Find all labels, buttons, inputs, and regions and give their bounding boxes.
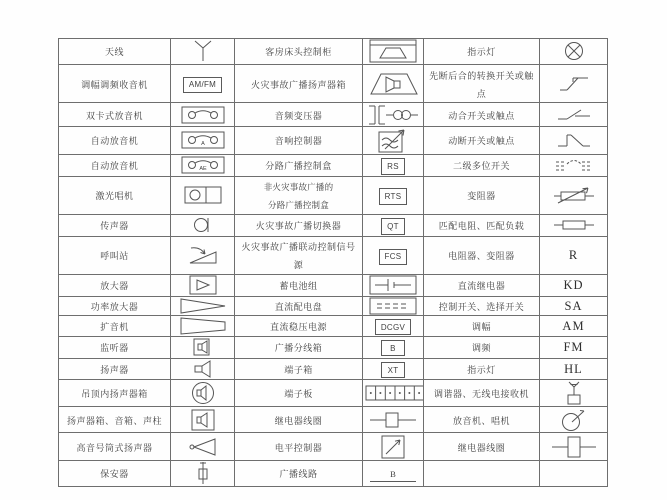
label-sound-controller: 音响控制器 — [274, 136, 323, 147]
dc-panel-icon — [369, 297, 417, 315]
paging-amplifier-icon — [180, 317, 226, 335]
label-auto-player: 自动放音机 — [90, 136, 139, 147]
power-amplifier-icon — [180, 297, 226, 315]
table-row — [59, 103, 608, 127]
label-dc-regulated-supply: 直流稳压电源 — [269, 322, 327, 333]
electrical-symbol-legend-table — [58, 38, 608, 487]
call-station-icon — [188, 245, 218, 265]
label-am: 调幅 — [471, 322, 491, 333]
relay-coil-icon — [369, 410, 417, 430]
label-dc-distribution-panel: 直流配电盘 — [274, 302, 323, 313]
level-controller-icon — [380, 434, 406, 460]
table-row — [59, 64, 608, 102]
label-broadcast-line: 广播线路 — [279, 469, 318, 480]
speaker-cabinet-icon — [369, 39, 417, 63]
label-dual-cassette-player: 双卡式放音机 — [85, 110, 143, 121]
label-fire-broadcast-signal-source: 火灾事故广播联动控制信号源 — [241, 242, 356, 271]
label-break-before-make-switch: 先断后合的转换开关或触点 — [429, 70, 534, 99]
rts-box-icon: RTS — [379, 188, 408, 204]
label-tuner-receiver: 调谐器、无线电接收机 — [433, 389, 529, 400]
rs-box-icon: RS — [381, 158, 405, 174]
rheostat-icon — [553, 185, 595, 205]
fire-speaker-box-icon — [365, 72, 423, 96]
table-row — [59, 380, 608, 407]
indicator-lamp-icon — [563, 40, 585, 62]
protector-fuse-icon — [195, 461, 211, 485]
label-relay-coil: 继电器线圈 — [274, 415, 323, 426]
label-bedside-control: 客房床头控制柜 — [265, 47, 332, 58]
label-auto-player-2: 自动放音机 — [90, 161, 139, 172]
table-row — [59, 154, 608, 176]
speaker-box-icon — [191, 409, 215, 431]
terminal-strip-icon — [365, 385, 424, 401]
table-row — [59, 275, 608, 297]
record-player-icon — [561, 408, 587, 432]
label-cd-player: 激光唱机 — [95, 191, 134, 202]
label-relay-coil-2: 继电器线圈 — [457, 442, 506, 453]
label-ceiling-speaker-box: 吊顶内扬声器箱 — [81, 389, 148, 400]
label-battery-bank: 蓄电池组 — [279, 281, 318, 292]
no-contact-icon — [556, 106, 592, 124]
resistor-icon — [553, 218, 595, 232]
horn-speaker-icon — [188, 437, 218, 457]
empty-cell — [424, 460, 540, 486]
battery-icon — [369, 275, 417, 295]
fcs-box-icon: FCS — [379, 249, 408, 265]
label-amfm-radio: 调幅调频收音机 — [81, 79, 148, 90]
amfm-radio-icon: AM/FM — [183, 77, 222, 93]
table-row — [59, 336, 608, 358]
label-indicator-lamp: 指示灯 — [467, 47, 496, 58]
multi-position-switch-icon — [554, 155, 594, 175]
label-paging-amplifier: 扩音机 — [100, 322, 129, 333]
table-row — [59, 236, 608, 274]
table-row — [59, 433, 608, 461]
label-monitor-speaker: 监听器 — [100, 343, 129, 354]
empty-cell — [540, 460, 608, 486]
label-protector: 保安器 — [100, 469, 129, 480]
table-row — [59, 316, 608, 336]
label-fire-speaker-box: 火灾事故广播扬声器箱 — [250, 79, 346, 90]
label-antenna: 天线 — [104, 47, 124, 58]
label-rheostat: 变阻器 — [467, 191, 496, 202]
label-power-amplifier: 功率放大器 — [90, 302, 139, 313]
svg-text:A: A — [200, 141, 205, 148]
table-row — [59, 176, 608, 214]
label-level-controller: 电平控制器 — [274, 442, 323, 453]
designation-AM: AM — [562, 319, 585, 334]
label-non-fire-branch-box: 非火灾事故广播的 分路广播控制盒 — [263, 182, 334, 211]
sound-controller-icon — [378, 127, 408, 153]
audio-transformer-icon — [365, 104, 421, 126]
designation-R: R — [568, 248, 579, 263]
monitor-speaker-icon — [191, 337, 215, 357]
table-row — [59, 39, 608, 65]
relay-coil-vertical-icon — [551, 435, 597, 459]
table-row — [59, 126, 608, 154]
label-microphone: 传声器 — [100, 221, 129, 232]
cassette-ae-icon — [181, 156, 225, 174]
label-horn-speaker: 高音号筒式扬声器 — [76, 442, 153, 453]
label-fm: 调频 — [471, 343, 491, 354]
b-box-icon: B — [381, 340, 405, 356]
label-broadcast-junction-box: 广播分线箱 — [274, 343, 323, 354]
label-multi-position-switch: 二级多位开关 — [452, 161, 510, 172]
microphone-icon — [193, 215, 213, 235]
label-terminal-box: 端子箱 — [284, 364, 313, 375]
label-control-selector-switch: 控制开关、选择开关 — [438, 302, 525, 313]
label-speaker-box-column: 扬声器箱、音箱、声柱 — [66, 415, 162, 426]
label-audio-transformer: 音频变压器 — [274, 110, 323, 121]
designation-FM: FM — [563, 340, 584, 355]
table-row — [59, 214, 608, 236]
label-nc-contact: 动断开关或触点 — [448, 136, 515, 147]
label-matching-resistor: 匹配电阻、匹配负载 — [438, 221, 525, 232]
broadcast-line-icon: B — [370, 469, 416, 482]
table-row — [59, 358, 608, 380]
label-branch-broadcast-box: 分路广播控制盒 — [265, 161, 332, 172]
transfer-switch-icon — [557, 73, 591, 95]
cd-player-icon — [184, 186, 222, 204]
label-call-station: 呼叫站 — [100, 251, 129, 262]
table-row — [59, 460, 608, 486]
label-terminal-board: 端子板 — [284, 389, 313, 400]
table-row — [59, 407, 608, 433]
loudspeaker-icon — [193, 359, 213, 379]
designation-HL: HL — [564, 361, 583, 376]
qt-box-icon: QT — [381, 218, 405, 234]
table-row — [59, 296, 608, 316]
label-dc-relay: 直流继电器 — [457, 281, 506, 292]
label-no-contact: 动合开关或触点 — [448, 110, 515, 121]
nc-contact-icon — [556, 130, 592, 150]
label-loudspeaker: 扬声器 — [100, 364, 129, 375]
amplifier-icon — [189, 275, 217, 295]
label-fire-broadcast-switcher: 火灾事故广播切换器 — [255, 221, 342, 232]
cassette-auto-icon — [181, 131, 225, 149]
designation-SA: SA — [564, 299, 583, 314]
svg-text:AE: AE — [198, 166, 207, 173]
tuner-icon — [561, 381, 587, 406]
label-resistor-rheostat: 电阻器、变阻器 — [448, 251, 515, 262]
label-player-turntable: 放音机、唱机 — [452, 415, 510, 426]
dcgv-box-icon: DCGV — [375, 319, 411, 335]
designation-KD: KD — [563, 278, 584, 293]
xt-box-icon: XT — [381, 362, 405, 378]
ceiling-speaker-icon — [191, 381, 215, 405]
cassette-icon — [181, 106, 225, 124]
label-amplifier: 放大器 — [100, 281, 129, 292]
antenna-icon — [192, 40, 214, 62]
label-indicator-lamp-2: 指示灯 — [467, 364, 496, 375]
